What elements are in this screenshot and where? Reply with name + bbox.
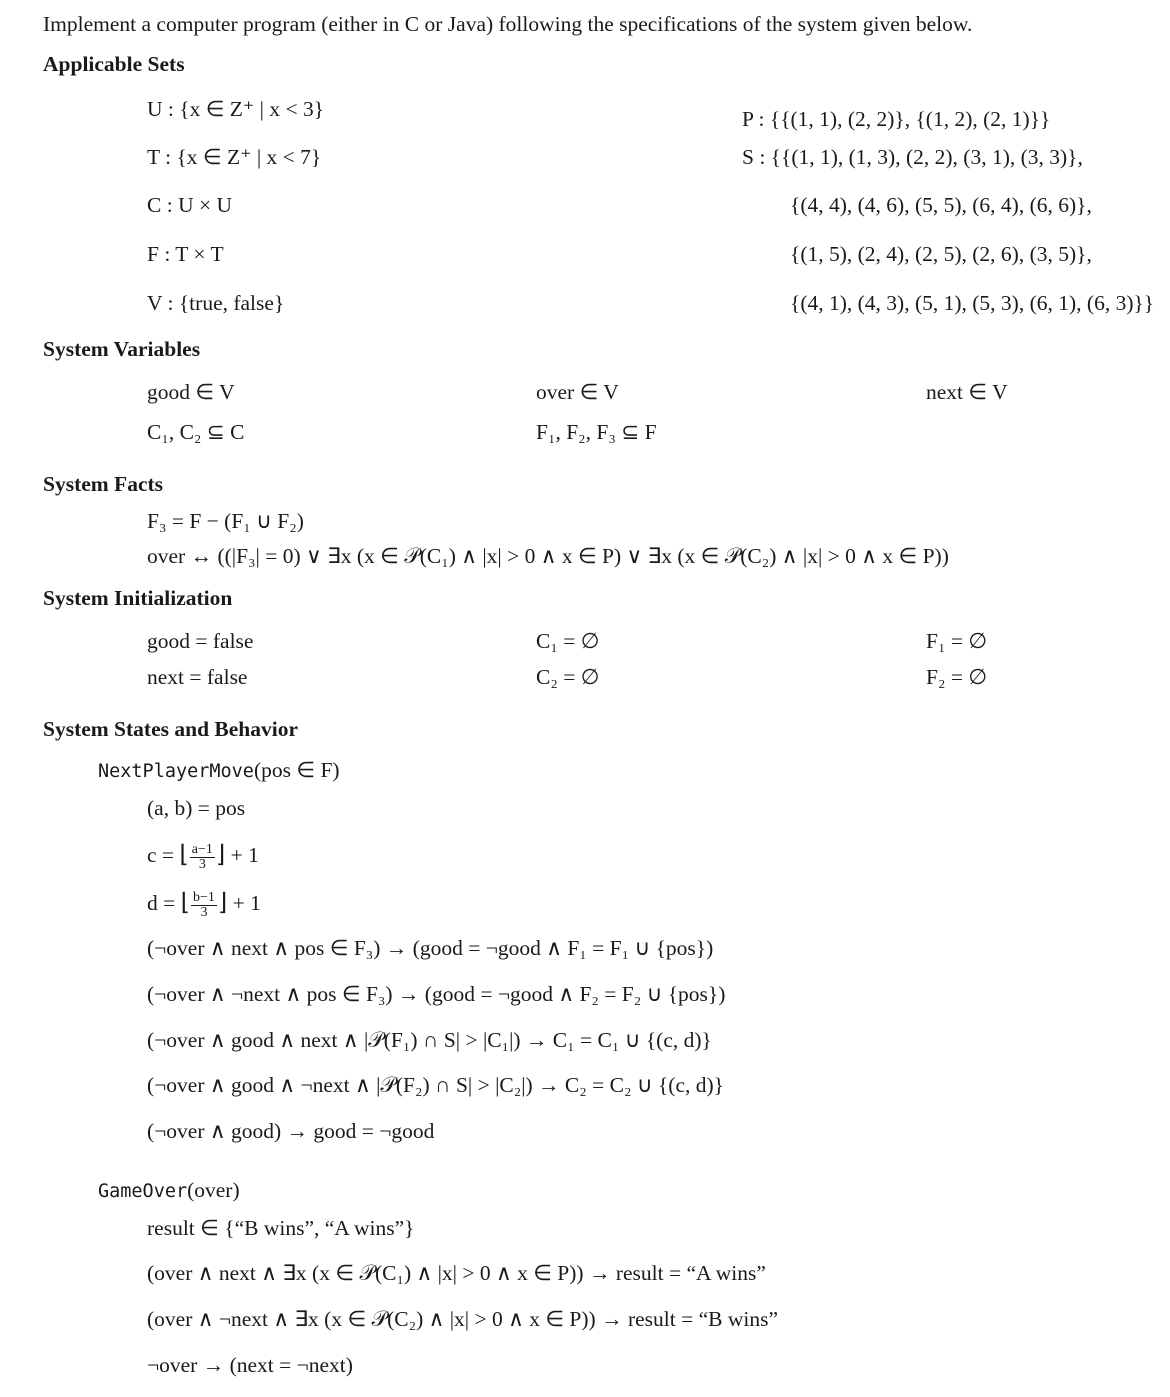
game-over-param: (over) — [187, 1178, 240, 1202]
rule-d-fraction — [191, 891, 217, 920]
game-over-signature — [98, 1176, 240, 1206]
rule-c: c = ⌊ $\frac{a-1}{3}$ ⌋ + 1 — [147, 841, 259, 872]
rule-c-plus: + 1 — [225, 843, 259, 867]
rule-c-numerator: a−1 — [191, 841, 213, 857]
init-good: good = false — [147, 629, 254, 653]
set-c: C : U × U — [147, 193, 232, 217]
init-f1: F₁ = ∅ — [926, 629, 988, 653]
fact-f3: F₃ = F − (F₁ ∪ F₂) — [147, 509, 304, 533]
var-next: next ∈ V — [926, 380, 1008, 404]
rule-5: (¬over ∧ good) → good = ¬good — [147, 1119, 435, 1143]
set-t: T : {x ∈ Z⁺ | x < 7} — [147, 145, 322, 169]
init-c2: C₂ = ∅ — [536, 665, 600, 689]
heading-applicable-sets: Applicable Sets — [43, 52, 185, 76]
var-over: over ∈ V — [536, 380, 619, 404]
fact-over: over ↔ ((|F₃| = 0) ∨ ∃x (x ∈ 𝒫(C₁) ∧ |x| > 0 ∧ x ∈ P) ∨ ∃x (x ∈ 𝒫(C₂) ∧ |x| > 0 ∧ x ∈ P)) — [147, 544, 949, 568]
heading-system-facts: System Facts — [43, 472, 164, 496]
set-p: P : {{(1, 1), (2, 2)}, {(1, 2), (2, 1)}} — [742, 107, 1051, 131]
rule-result-domain: result ∈ {“B wins”, “A wins”} — [147, 1216, 415, 1240]
rule-next-toggle: ¬over → (next = ¬next) — [147, 1353, 353, 1377]
rule-d-plus: + 1 — [227, 891, 261, 915]
rule-b-wins: (over ∧ ¬next ∧ ∃x (x ∈ 𝒫(C₂) ∧ |x| > 0 ∧ x ∈ P)) → result = “B wins” — [147, 1307, 779, 1331]
set-s-line3: {(1, 5), (2, 4), (2, 5), (2, 6), (3, 5)}, — [790, 242, 1092, 266]
next-player-move-param: (pos ∈ F) — [253, 758, 340, 782]
rule-d: d = ⌊ $\frac{b-1}{3}$ ⌋ + 1 — [147, 889, 261, 920]
set-s-line2: {(4, 4), (4, 6), (5, 5), (6, 4), (6, 6)}, — [790, 193, 1092, 217]
rule-d-lhs: d = — [147, 891, 181, 915]
game-over-name: GameOver — [98, 1181, 188, 1202]
rule-c-fraction — [190, 843, 215, 872]
init-next: next = false — [147, 665, 248, 689]
next-player-move-signature — [98, 756, 340, 786]
rule-3: (¬over ∧ good ∧ next ∧ |𝒫(F₁) ∩ S| > |C₁|) → C₁ = C₁ ∪ {(c, d)} — [147, 1028, 712, 1052]
rule-2: (¬over ∧ ¬next ∧ pos ∈ F₃) → (good = ¬good ∧ F₂ = F₂ ∪ {pos}) — [147, 982, 726, 1006]
rule-4: (¬over ∧ good ∧ ¬next ∧ |𝒫(F₂) ∩ S| > |C₂|) → C₂ = C₂ ∪ {(c, d)} — [147, 1073, 724, 1097]
set-u: U : {x ∈ Z⁺ | x < 3} — [147, 97, 325, 121]
next-player-move-name: NextPlayerMove — [98, 761, 254, 782]
var-good: good ∈ V — [147, 380, 235, 404]
set-s-line1: S : {{(1, 1), (1, 3), (2, 2), (3, 1), (3, 3)}, — [742, 145, 1083, 169]
intro-text: Implement a computer program (either in C or Java) following the specifications of the system given below. — [43, 12, 973, 36]
rule-ab: (a, b) = pos — [147, 796, 246, 820]
rule-1: (¬over ∧ next ∧ pos ∈ F₃) → (good = ¬good ∧ F₁ = F₁ ∪ {pos}) — [147, 936, 714, 960]
heading-system-states-behavior: System States and Behavior — [43, 717, 299, 741]
rule-d-numerator: b−1 — [193, 889, 215, 905]
rule-c-denominator: 3 — [198, 856, 206, 872]
heading-system-variables: System Variables — [43, 337, 201, 361]
rule-d-denominator: 3 — [200, 904, 208, 920]
set-f: F : T × T — [147, 242, 224, 266]
init-f2: F₂ = ∅ — [926, 665, 988, 689]
rule-a-wins: (over ∧ next ∧ ∃x (x ∈ 𝒫(C₁) ∧ |x| > 0 ∧ x ∈ P)) → result = “A wins” — [147, 1261, 766, 1285]
heading-system-initialization: System Initialization — [43, 586, 233, 610]
set-v: V : {true, false} — [147, 291, 285, 315]
init-c1: C₁ = ∅ — [536, 629, 600, 653]
var-c-sets: C₁, C₂ ⊆ C — [147, 420, 245, 444]
set-s-line4: {(4, 1), (4, 3), (5, 1), (5, 3), (6, 1), (6, 3)}} — [790, 291, 1155, 315]
var-f-sets: F₁, F₂, F₃ ⊆ F — [536, 420, 657, 444]
rule-c-lhs: c = — [147, 843, 180, 867]
